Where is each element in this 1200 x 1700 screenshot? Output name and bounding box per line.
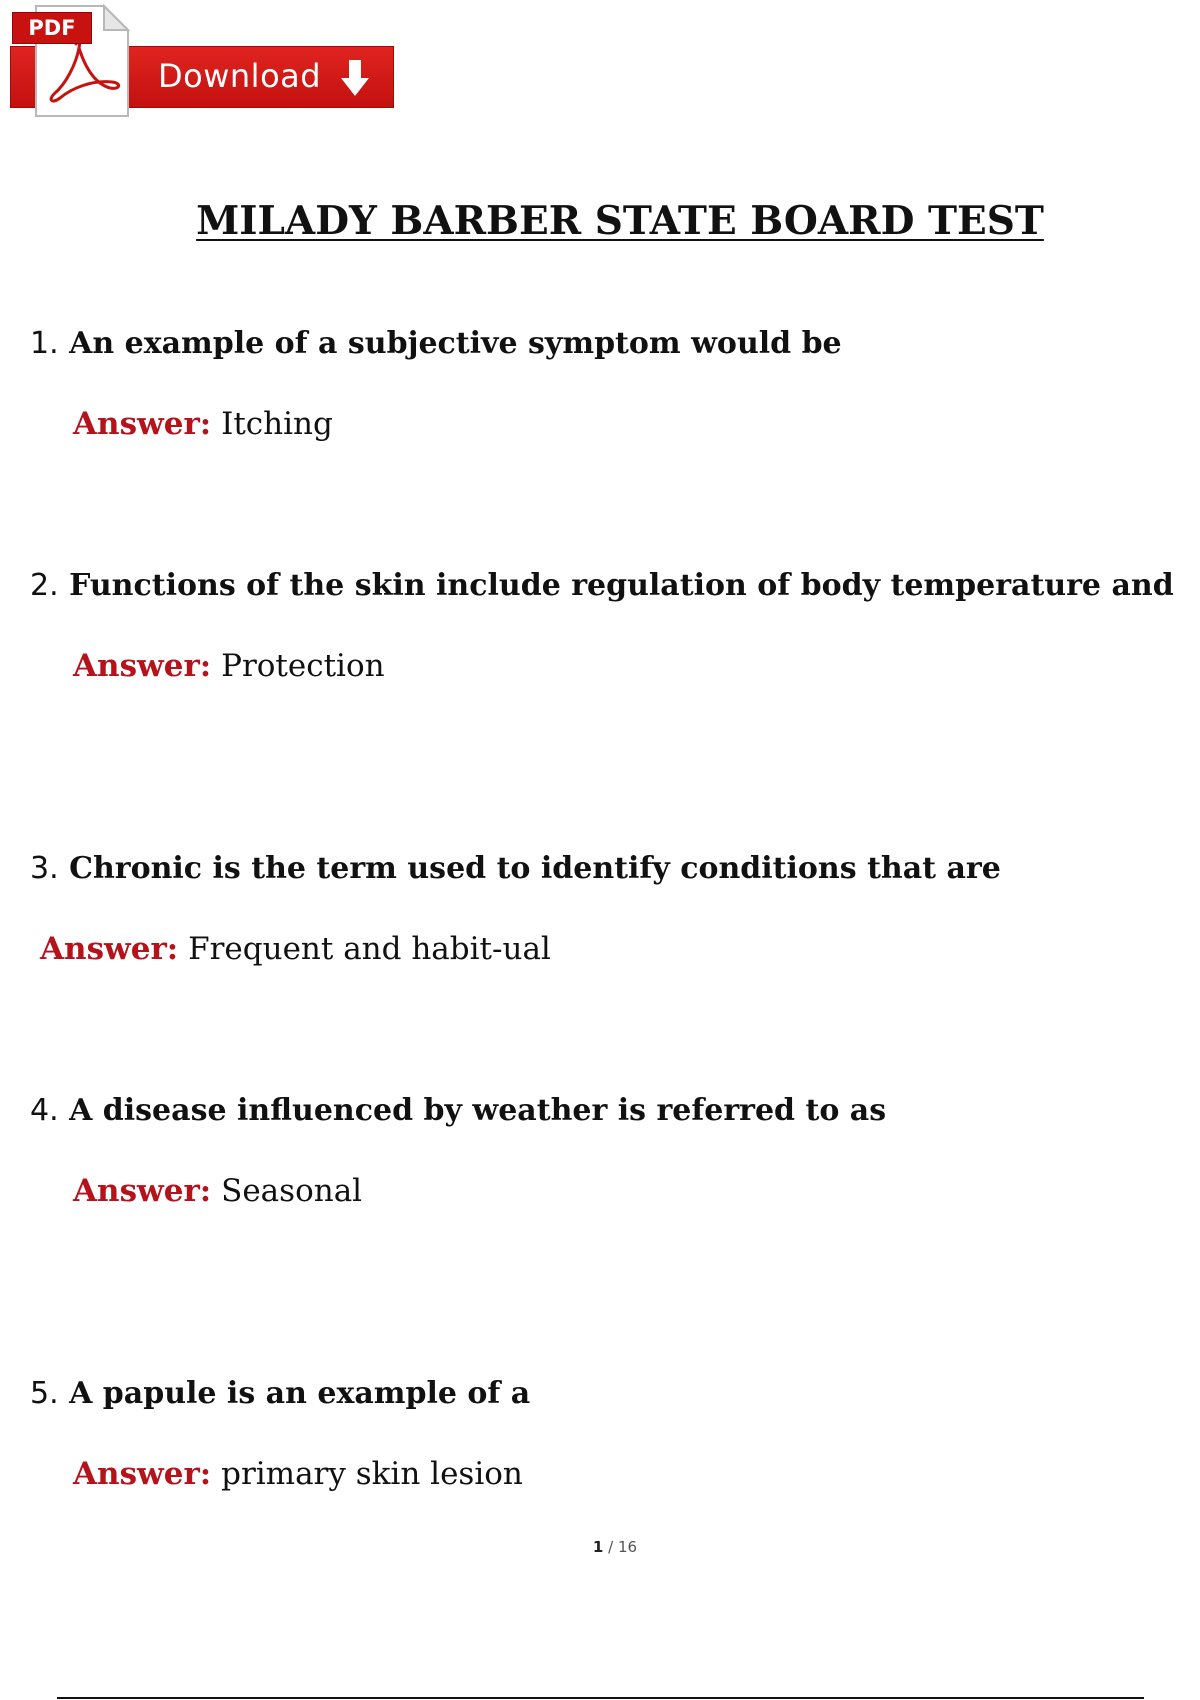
answer-text: Itching	[221, 406, 333, 442]
answer-label: Answer:	[73, 648, 212, 684]
question-number: 1.	[30, 326, 59, 361]
pdf-download-button[interactable]	[10, 4, 400, 120]
pdf-badge: PDF	[12, 12, 92, 44]
question-text: An example of a subjective symptom would be	[69, 326, 842, 361]
answer-text: Frequent and habit-ual	[188, 931, 551, 967]
download-label: Download	[158, 57, 322, 95]
answer-label: Answer:	[73, 406, 212, 442]
question-number: 4.	[30, 1093, 59, 1128]
current-page: 1	[592, 1538, 604, 1556]
document-title: MILADY BARBER STATE BOARD TEST	[196, 198, 1044, 244]
answer-text: primary skin lesion	[221, 1456, 523, 1492]
question-text: A papule is an example of a	[69, 1376, 531, 1411]
question-number: 2.	[30, 568, 59, 603]
answer-3	[40, 931, 551, 967]
answer-1	[73, 406, 333, 442]
answer-label: Answer:	[73, 1456, 212, 1492]
answer-text: Seasonal	[221, 1173, 363, 1209]
question-number: 3.	[30, 851, 59, 886]
question-1	[30, 326, 842, 361]
question-4	[30, 1093, 886, 1128]
question-number: 5.	[30, 1376, 59, 1411]
download-arrow-icon	[340, 58, 370, 98]
page-separator: /	[608, 1538, 614, 1556]
answer-text: Protection	[221, 648, 385, 684]
answer-5	[73, 1456, 523, 1492]
answer-label: Answer:	[40, 931, 179, 967]
total-pages: 16	[617, 1538, 638, 1556]
question-5	[30, 1376, 530, 1411]
question-text: Chronic is the term used to identify conditions that are	[69, 851, 1001, 886]
question-3	[30, 851, 1001, 886]
answer-label: Answer:	[73, 1173, 212, 1209]
question-text: A disease influenced by weather is referred to as	[69, 1093, 887, 1128]
question-text: Functions of the skin include regulation of body temperature and	[69, 568, 1174, 603]
answer-2	[73, 648, 385, 684]
page-indicator	[0, 1538, 1200, 1556]
question-2	[30, 568, 1174, 603]
answer-4	[73, 1173, 362, 1209]
page-divider	[57, 1697, 1144, 1699]
